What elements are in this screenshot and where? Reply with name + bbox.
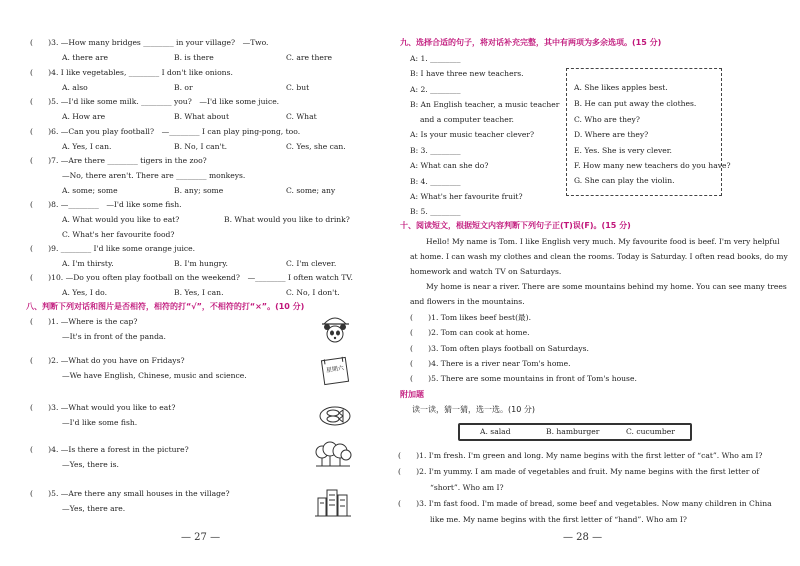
riddle-3-line2: like me. My name begins with the first letter of “hand”. Who am I? (430, 515, 687, 524)
section-8-title: 八、判断下列对话和图片是否相符，相符的打“√”，不相符的打“×”。(10 分) (26, 302, 305, 311)
riddle-2: ( )2. I'm yummy. I am made of vegetables and fruit. My name begins with the first letter of (398, 467, 760, 476)
tf-item: ( )4. There is a river near Tom's home. (410, 359, 571, 368)
question-8: ( )8. —________ —I'd like some fish. (30, 200, 182, 209)
option-item: B. He can put away the clothes. (574, 99, 697, 108)
option-c: C. but (286, 83, 310, 92)
dialog-line: A: Is your music teacher clever? (410, 130, 535, 139)
riddle-2-line2: “short”. Who am I? (430, 483, 504, 492)
dialog-line: B: 4. ________ (410, 177, 461, 186)
judge-4-answer: —Yes, there is. (62, 460, 119, 469)
bonus-option: B. hamburger (546, 427, 600, 436)
question-4: ( )4. I like vegetables, ________ I don't like onions. (30, 68, 233, 77)
section-9-title: 九、选择合适的句子，将对话补充完整，其中有两项为多余选项。(15 分) (400, 38, 662, 47)
option-b: B. I'm hungry. (174, 259, 228, 268)
option-b: B. No, I can't. (174, 142, 228, 151)
option-b: B. Yes, I can. (174, 288, 224, 297)
dialog-line: and a computer teacher. (420, 115, 514, 124)
judge-5: ( )5. —Are there any small houses in the village? (30, 489, 230, 498)
judge-3: ( )3. —What would you like to eat? (30, 403, 176, 412)
bonus-subtitle: 读一读，猜一猜，选一选。(10 分) (412, 405, 535, 414)
option-b: B. What about (174, 112, 229, 121)
riddle-1: ( )1. I'm fresh. I'm green and long. My name begins with the first letter of “cat”. Who am I? (398, 451, 763, 460)
dialog-line: A: What's her favourite fruit? (410, 192, 523, 201)
passage-line: at home. I can wash my clothes and clean the rooms. Today is Saturday. I often read books, do my (410, 252, 788, 261)
dialog-line: B: An English teacher, a music teacher (410, 100, 560, 109)
option-b: B. any; some (174, 186, 224, 195)
judge-4: ( )4. —Is there a forest in the picture? (30, 445, 189, 454)
option-c: C. Yes, she can. (286, 142, 346, 151)
bonus-option: A. salad (480, 427, 511, 436)
passage-line: and flowers in the mountains. (410, 297, 525, 306)
option-c: C. I'm clever. (286, 259, 337, 268)
passage-line: My home is near a river. There are some mountains behind my home. You can see many trees (426, 282, 787, 291)
option-c: C. are there (286, 53, 332, 62)
dialog-line: A: What can she do? (410, 161, 489, 170)
judge-5-answer: —Yes, there are. (62, 504, 126, 513)
judge-1: ( )1. —Where is the cap? (30, 317, 138, 326)
tf-item: ( )2. Tom can cook at home. (410, 328, 530, 337)
option-b: B. What would you like to drink? (224, 215, 350, 224)
option-item: D. Where are they? (574, 130, 649, 139)
section-10-title: 十、阅读短文，根据短文内容判断下列句子正(T)误(F)。(15 分) (400, 221, 631, 230)
option-a: A. What would you like to eat? (62, 215, 180, 224)
bonus-title: 附加题 (400, 390, 424, 399)
fish-plate-icon (318, 400, 352, 428)
option-c: C. No, I don't. (286, 288, 340, 297)
dialog-line: A: 2. ________ (410, 85, 461, 94)
calendar-text: 星期六 (325, 364, 345, 375)
judge-1-answer: —It's in front of the panda. (62, 332, 166, 341)
page-number: — 28 — (563, 532, 603, 543)
option-a: A. also (62, 83, 88, 92)
option-c: C. What's her favourite food? (62, 230, 175, 239)
question-7: ( )7. —Are there ________ tigers in the zoo? (30, 156, 207, 165)
question-9: ( )9. ________ I'd like some orange juice. (30, 244, 196, 253)
panda-cap-icon (318, 314, 352, 344)
question-6: ( )6. —Can you play football? —________ I can play ping-pong, too. (30, 127, 301, 136)
dialog-line: B: I have three new teachers. (410, 69, 524, 78)
option-item: F. How many new teachers do you have? (574, 161, 731, 170)
option-a: A. Yes, I do. (62, 288, 108, 297)
option-c: C. some; any (286, 186, 336, 195)
question-5: ( )5. —I'd like some milk. ________ you? —I'd like some juice. (30, 97, 280, 106)
option-item: E. Yes. She is very clever. (574, 146, 672, 155)
option-a: A. How are (62, 112, 106, 121)
option-b: B. or (174, 83, 193, 92)
option-item: A. She likes apples best. (574, 83, 668, 92)
dialog-line: B: 5. ________ (410, 207, 461, 216)
page-number: — 27 — (181, 532, 221, 543)
question-7-line2: —No, there aren't. There are ________ monkeys. (62, 171, 246, 180)
tf-item: ( )1. Tom likes beef best(最). (410, 313, 532, 322)
option-a: A. some; some (62, 186, 118, 195)
passage-line: homework and watch TV on Saturdays. (410, 267, 562, 276)
option-a: A. Yes, I can. (62, 142, 112, 151)
judge-2: ( )2. —What do you have on Fridays? (30, 356, 185, 365)
option-c: C. What (286, 112, 317, 121)
forest-icon (314, 440, 348, 470)
option-item: C. Who are they? (574, 115, 640, 124)
calendar-icon (318, 355, 352, 387)
judge-3-answer: —I'd like some fish. (62, 418, 138, 427)
bonus-option: C. cucumber (626, 427, 675, 436)
option-a: A. there are (62, 53, 108, 62)
riddle-3: ( )3. I'm fast food. I'm made of bread, some beef and vegetables. Now many children in China (398, 499, 772, 508)
buildings-icon (314, 486, 348, 520)
dialog-line: B: 3. ________ (410, 146, 461, 155)
option-a: A. I'm thirsty. (62, 259, 114, 268)
tf-item: ( )3. Tom often plays football on Saturdays. (410, 344, 589, 353)
passage-line: Hello! My name is Tom. I like English very much. My favourite food is beef. I'm very helpful (426, 237, 780, 246)
judge-2-answer: —We have English, Chinese, music and science. (62, 371, 247, 380)
option-item: G. She can play the violin. (574, 176, 675, 185)
question-3: ( )3. —How many bridges ________ in your village? —Two. (30, 38, 269, 47)
dialog-line: A: 1. ________ (410, 54, 461, 63)
question-10: ( )10. —Do you often play football on the weekend? —________ I often watch TV. (30, 273, 353, 282)
option-b: B. is there (174, 53, 214, 62)
tf-item: ( )5. There are some mountains in front of Tom's house. (410, 374, 637, 383)
